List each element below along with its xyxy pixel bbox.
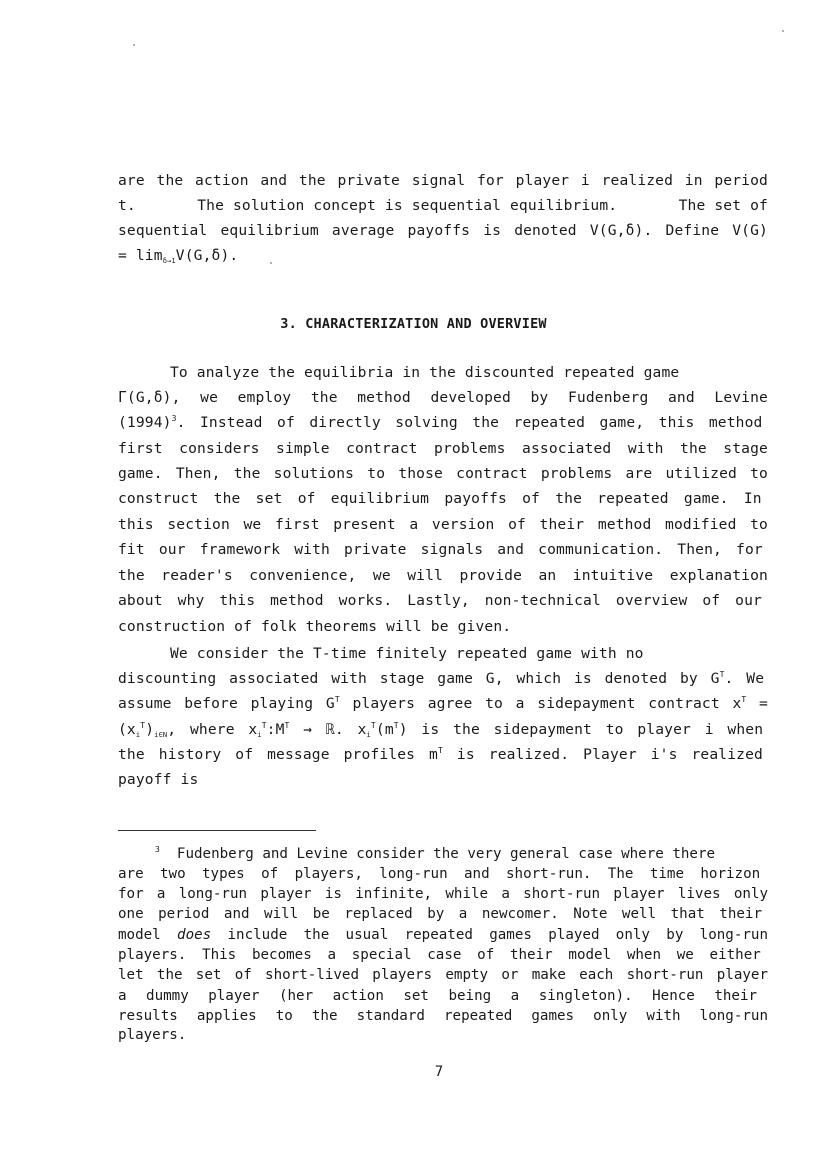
text-line: $(1994)^3$. Instead of directly solving the repeated game, this method [118, 414, 763, 431]
page-number: 7 [434, 1064, 444, 1080]
text-line: construction of folk theorems will be given. [118, 618, 512, 635]
text-line: We consider the T-time finitely repeated game with no [170, 645, 644, 662]
scan-speck [782, 30, 784, 32]
text-line: are the action and the private signal for player i realized in period [118, 172, 768, 189]
footnote-line: for a long-run player is infinite, while a short-run player lives only [118, 886, 768, 902]
text-line: construct the set of equilibrium payoffs of the repeated game. In [118, 490, 762, 507]
scan-speck [133, 44, 135, 46]
text-line: the reader's convenience, we will provide an intuitive explanation [118, 567, 768, 584]
footnote-line: players. [118, 1027, 187, 1043]
text-line: this section we first present a version of their method modified to [118, 516, 768, 533]
text-line: assume before playing $G^T$ players agree to a sidepayment contract $x^T$ = [118, 695, 768, 712]
text-line: = $\lim_{\delta\to 1}V(G,\delta)$. [118, 247, 239, 265]
text-line: payoff is [118, 771, 199, 788]
footnote-line: one period and will be replaced by a newcomer. Note well that their [118, 906, 763, 922]
text-line: game. Then, the solutions to those contract problems are utilized to [118, 465, 768, 482]
text-line: about why this method works. Lastly, non-technical overview of our [118, 592, 762, 609]
section-heading: 3. CHARACTERIZATION AND OVERVIEW [280, 316, 547, 332]
text-line: discounting associated with stage game G, which is denoted by $G^T$. We [118, 670, 765, 687]
footnote-line: players. This becomes a special case of their model when we either [118, 947, 761, 963]
scan-speck [270, 262, 272, 264]
footnote-line: a dummy player (her action set being a singleton). Hence their [118, 988, 758, 1004]
text-line: fit our framework with private signals and communication. Then, for [118, 541, 763, 558]
footnote-line: let the set of short-lived players empty or make each short-run player [118, 967, 768, 983]
footnote-line: $^3$ Fudenberg and Levine consider the very general case where there [155, 845, 716, 862]
text-line: sequential equilibrium average payoffs is denoted V(G,δ). Define V(G) [118, 222, 768, 239]
footnote-line: are two types of players, long-run and short-run. The time horizon [118, 866, 761, 882]
footnote-line: results applies to the standard repeated games only with long-run [118, 1008, 768, 1024]
text-line: Γ(G,δ), we employ the method developed by Fudenberg and Levine [118, 389, 768, 406]
text-line: t. The solution concept is sequential equilibrium. The set of [118, 197, 768, 214]
footnote-mark: 3 [155, 845, 160, 854]
text-line: the history of message profiles $m^T$ is realized. Player i's realized [118, 746, 763, 763]
text-line: $(x_i^T)_{i\in N}$, where $x_i^T:M^T$ → ℝ. $x_i^T(m^T)$ is the sidepayment to player i when [118, 721, 764, 739]
footnote-rule [118, 830, 316, 831]
footnote-line: model does include the usual repeated games played only by long-run [118, 927, 769, 943]
text-line: first considers simple contract problems associated with the stage [118, 440, 768, 457]
text-line: To analyze the equilibria in the discounted repeated game [170, 364, 680, 381]
